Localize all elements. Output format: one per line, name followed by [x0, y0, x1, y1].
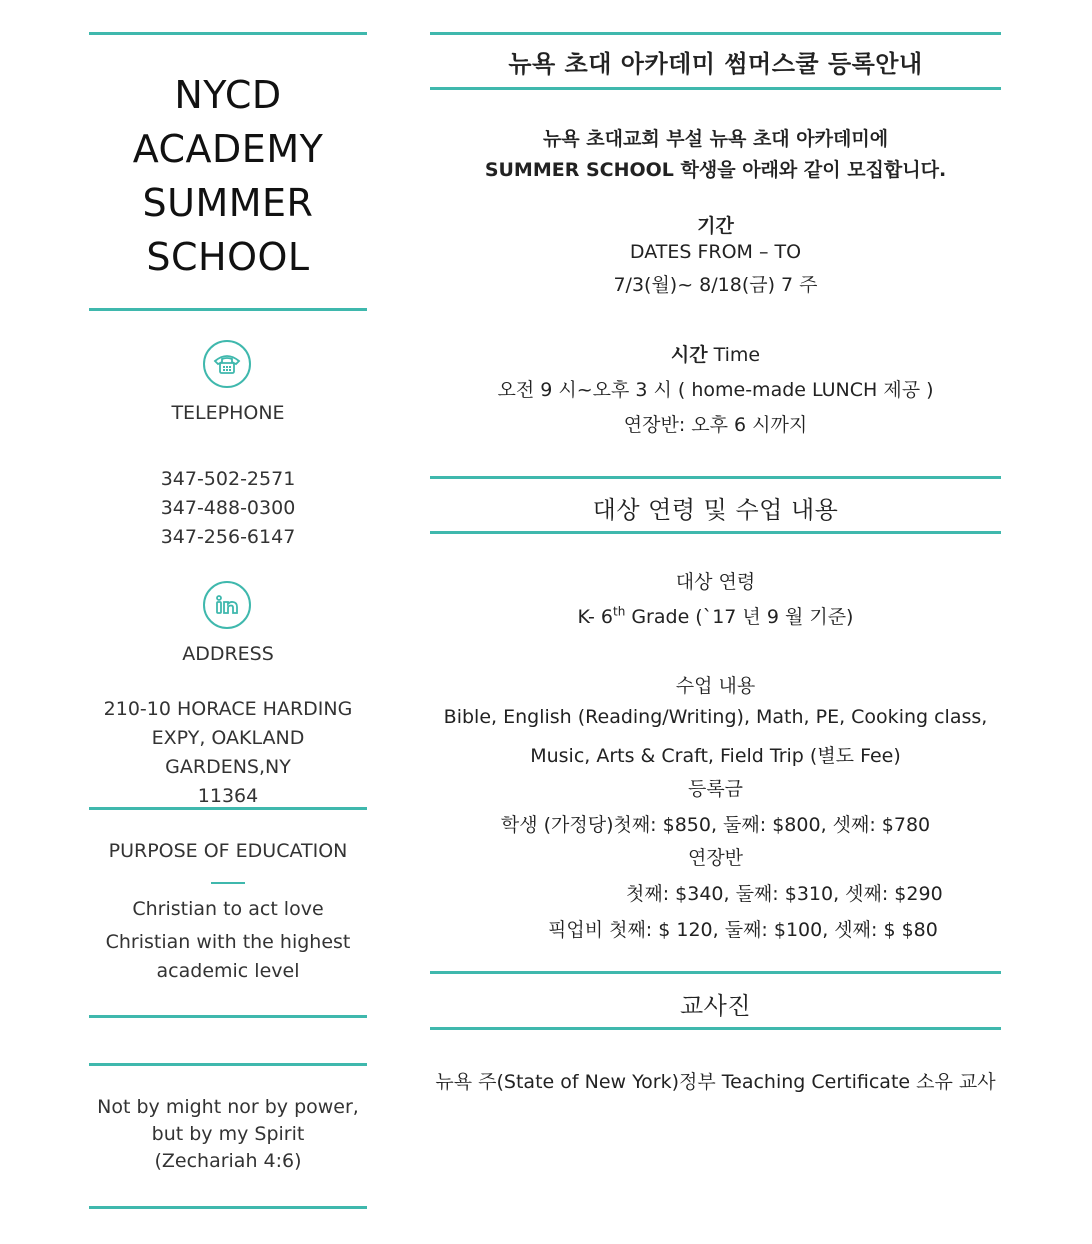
- purpose-label: PURPOSE OF EDUCATION: [108, 840, 348, 862]
- time-heading: [430, 340, 1001, 367]
- age-pre: K- 6: [577, 606, 613, 628]
- page-title: 뉴욕 초대 아카데미 썸머스쿨 등록안내: [508, 50, 923, 78]
- address-line: EXPY, OAKLAND GARDENS,NY: [151, 727, 305, 778]
- school-title: [89, 68, 367, 284]
- address-label: ADDRESS: [182, 643, 274, 665]
- divider: [430, 476, 1001, 479]
- purpose-text: [89, 893, 367, 983]
- mini-divider: [211, 882, 245, 884]
- classes-line: Music, Arts & Craft, Field Trip (별도 Fee): [530, 745, 901, 767]
- tuition-heading: 등록금: [687, 778, 744, 800]
- period-dates: 7/3(월)~ 8/18(금) 7 주: [613, 274, 818, 296]
- telephone-icon: [203, 340, 251, 388]
- right-column: [430, 0, 1001, 1244]
- telephone-label: TELEPHONE: [171, 402, 285, 424]
- classes-line: Bible, English (Reading/Writing), Math, PE, Cooking class,: [443, 706, 988, 728]
- phone-number: 347-488-0300: [160, 497, 296, 519]
- purpose-line: Christian with the highest: [105, 931, 351, 953]
- extended-heading: 연장반: [687, 847, 744, 869]
- time-hours: 오전 9 시~오후 3 시 ( home-made LUNCH 제공 ): [497, 379, 934, 401]
- divider: [89, 1063, 367, 1066]
- divider: [89, 32, 367, 35]
- phone-number: 347-256-6147: [160, 526, 296, 548]
- teachers-line: 뉴욕 주(State of New York)정부 Teaching Certificate 소유 교사: [435, 1071, 996, 1093]
- title-line: SUMMER: [142, 181, 314, 225]
- time-extended: 연장반: 오후 6 시까지: [623, 414, 808, 436]
- divider: [430, 971, 1001, 974]
- classes-heading: 수업 내용: [675, 675, 756, 697]
- address-text: [89, 695, 367, 811]
- section-title-age-classes: 대상 연령 및 수업 내용: [592, 496, 839, 524]
- tuition-line: 학생 (가정당)첫째: $850, 둘째: $800, 셋째: $780: [500, 814, 931, 836]
- phone-list: [89, 465, 367, 552]
- divider: [430, 32, 1001, 35]
- divider: [430, 531, 1001, 534]
- scripture-quote: [89, 1094, 367, 1175]
- purpose-line: academic level: [156, 960, 300, 982]
- period-dates-label: DATES FROM – TO: [629, 241, 802, 263]
- title-line: SCHOOL: [146, 235, 310, 279]
- intro-rest: 학생을 아래와 같이 모집합니다.: [673, 159, 947, 181]
- quote-line: (Zechariah 4:6): [154, 1150, 302, 1172]
- left-column: [89, 0, 367, 1244]
- intro-line: 뉴욕 초대교회 부설 뉴욕 초대 아카데미에: [542, 128, 889, 150]
- pickup-line: 픽업비 첫째: $ 120, 둘째: $100, 셋째: $ $80: [548, 919, 938, 941]
- age-sup: th: [612, 604, 626, 619]
- title-line: NYCD: [174, 73, 282, 117]
- time-heading-bold: 시간: [670, 344, 708, 366]
- section-title-teachers: 교사진: [679, 992, 752, 1020]
- purpose-line: Christian to act love: [132, 898, 324, 920]
- address-line: 11364: [197, 785, 259, 807]
- time-heading-rest: Time: [707, 344, 761, 366]
- quote-line: Not by might nor by power,: [97, 1096, 359, 1118]
- intro-bold: SUMMER SCHOOL: [484, 159, 674, 181]
- quote-line: but by my Spirit: [151, 1123, 305, 1145]
- divider: [89, 807, 367, 810]
- age-heading: 대상 연령: [675, 571, 756, 593]
- address-line: 210-10 HORACE HARDING: [103, 698, 353, 720]
- extended-line: 첫째: $340, 둘째: $310, 셋째: $290: [626, 883, 943, 905]
- divider: [430, 1027, 1001, 1030]
- title-line: ACADEMY: [132, 127, 324, 171]
- divider: [89, 1206, 367, 1209]
- age-post: Grade (`17 년 9 월 기준): [625, 606, 854, 628]
- intro-line: [430, 155, 1001, 182]
- age-range: [430, 602, 1001, 629]
- linkedin-icon: [203, 581, 251, 629]
- period-heading: 기간: [697, 215, 734, 237]
- phone-number: 347-502-2571: [160, 468, 296, 490]
- divider: [89, 1015, 367, 1018]
- divider: [89, 308, 367, 311]
- divider: [430, 87, 1001, 90]
